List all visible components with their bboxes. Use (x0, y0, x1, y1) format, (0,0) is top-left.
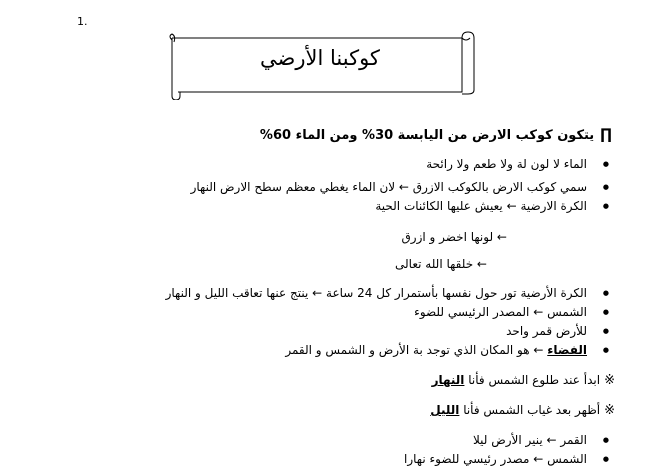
sub-line: ← خلقها الله تعالى (395, 257, 487, 271)
list-item: ● الماء لا لون لة ولا طعم ولا رائحة (426, 156, 587, 172)
list-item-space (285, 342, 587, 358)
heading-line (260, 125, 612, 143)
list-item: ● الكرة الأرضية تور حول نفسها بأستمرار كل 24 ساعة ← ينتج عنها تعاقب الليل و النهار (166, 285, 587, 301)
page-number: 1. (77, 15, 88, 28)
space-term: الفضاء (547, 343, 587, 357)
list-item: ● الشمس ← مصدر رئيسي للضوء نهارا (404, 451, 587, 467)
space-definition: ← هو المكان الذي توجد بة الأرض و الشمس و القمر (285, 343, 548, 357)
title-scroll-banner (162, 30, 478, 100)
reference-mark-icon: ※ (604, 403, 615, 418)
reference-mark-icon: ※ (604, 373, 615, 388)
list-item: ● الكرة الارضية ← يعيش عليها الكائنات الحية (375, 198, 587, 214)
note-line (432, 372, 615, 389)
note-text: ابدأ عند طلوع الشمس فأنا (464, 373, 601, 387)
heading-text: يتكون كوكب الارض من اليابسة 30% ومن الماء 60% (259, 128, 595, 143)
sub-line: ← لونها اخضر و ازرق (401, 230, 507, 244)
note-text: أظهر بعد غياب الشمس فأنا (459, 403, 601, 417)
note-emphasis: النهار (431, 373, 465, 387)
note-line (430, 402, 615, 419)
list-item: ● سمي كوكب الارض بالكوكب الازرق ← لان الماء يغطي معظم سطح الارض النهار (191, 179, 587, 195)
pi-symbol-icon: ∏ (600, 125, 612, 143)
page-title: كوكبنا الأرضي (260, 46, 380, 70)
list-item: ● القمر ← ينير الأرض ليلا (473, 432, 587, 448)
list-item: ● للأرض قمر واحد (506, 323, 587, 339)
note-emphasis: الليل (430, 403, 460, 417)
list-item: ● الشمس ← المصدر الرئيسي للضوء (414, 304, 587, 320)
